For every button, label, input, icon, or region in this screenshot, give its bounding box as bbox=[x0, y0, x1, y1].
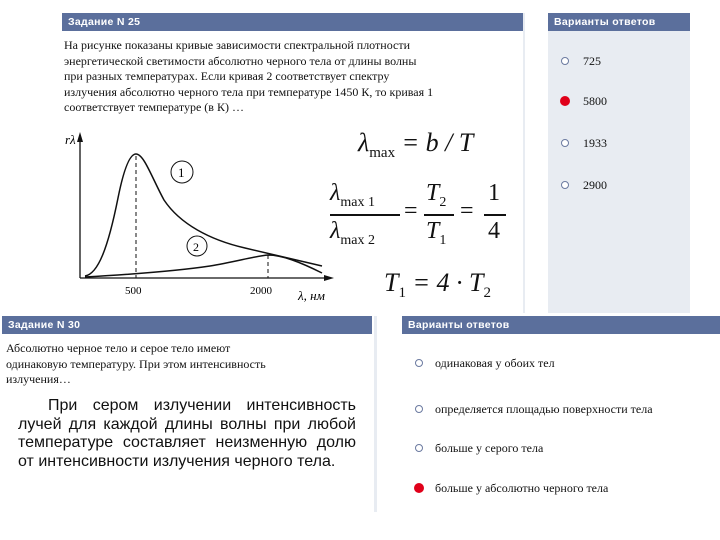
task-30-question-line: Абсолютно черное тело и серое тело имеют bbox=[6, 341, 231, 355]
task-25-option-4-label[interactable]: 2900 bbox=[583, 178, 607, 192]
wien-rhs: = b / T bbox=[401, 128, 474, 157]
x-tick-2000: 2000 bbox=[250, 285, 272, 297]
task-30-question-line: излучения… bbox=[6, 372, 71, 386]
y-axis-arrow bbox=[77, 132, 83, 142]
t-denominator bbox=[426, 218, 446, 249]
t-num-sub: 2 bbox=[439, 194, 447, 210]
task-30-divider bbox=[374, 316, 377, 512]
result-t1: T bbox=[384, 268, 399, 297]
t-num: T bbox=[426, 180, 440, 206]
task-30-option-1-radio[interactable] bbox=[415, 359, 423, 367]
curve-2 bbox=[85, 255, 322, 277]
x-axis-label: λ, нм bbox=[298, 288, 325, 303]
task-25-option-2-label[interactable]: 5800 bbox=[583, 94, 607, 108]
task-30-option-1-label[interactable]: одинаковая у обоих тел bbox=[435, 356, 555, 370]
ratio-num-sub: max 1 bbox=[340, 194, 376, 210]
t-numerator bbox=[426, 180, 446, 211]
ratio-den-sub: max 2 bbox=[340, 232, 376, 248]
task-30-question-line: одинаковую температуру. При этом интенсивность bbox=[6, 356, 266, 371]
task-25-option-2-radio-selected[interactable] bbox=[560, 96, 570, 106]
task-30-question bbox=[6, 341, 366, 388]
task-30-option-3-radio[interactable] bbox=[415, 444, 423, 452]
task-30-header-text: Задание N 30 bbox=[8, 319, 81, 331]
ratio-numerator bbox=[330, 180, 375, 211]
task-30-option-4-radio-selected[interactable] bbox=[414, 483, 424, 493]
wien-law bbox=[358, 128, 473, 162]
task-25-question-line: излучения абсолютно черного тела при температуре 1450 К, то кривая 1 bbox=[64, 84, 434, 99]
result-formula bbox=[384, 268, 491, 302]
task-30-header bbox=[2, 316, 372, 334]
x-tick-500: 500 bbox=[125, 285, 142, 297]
task-25-header bbox=[62, 13, 524, 31]
ratio-den-lambda: λ bbox=[330, 218, 341, 244]
task-25-answers-panel bbox=[548, 31, 690, 313]
task-25-question-line: соответствует температуре (в К) … bbox=[64, 100, 244, 114]
spectral-graph bbox=[60, 128, 350, 308]
ratio-fraction-bar bbox=[330, 214, 400, 216]
task-30-answers-header-text: Варианты ответов bbox=[408, 319, 510, 331]
task-30-answers-header bbox=[402, 316, 720, 334]
ratio-num-lambda: λ bbox=[330, 180, 341, 206]
ratio-equals-2: = bbox=[460, 198, 474, 224]
ratio-equals-1: = bbox=[404, 198, 418, 224]
result-t2-sub: 2 bbox=[483, 285, 491, 302]
task-25-option-3-label[interactable]: 1933 bbox=[583, 136, 607, 150]
t-den-sub: 1 bbox=[439, 232, 447, 248]
x-axis-arrow bbox=[324, 275, 334, 281]
ratio-denominator bbox=[330, 218, 375, 249]
frac-numerator: 1 bbox=[488, 180, 500, 206]
task-25-question-line: энергетической светимости абсолютно черного тела от длины волны bbox=[64, 53, 417, 68]
frac-denominator: 4 bbox=[488, 218, 500, 244]
task-25-option-1-label[interactable]: 725 bbox=[583, 54, 601, 68]
task-25-option-1-radio[interactable] bbox=[561, 57, 569, 65]
wien-sub: max bbox=[369, 145, 396, 162]
task-25-answers-header-text: Варианты ответов bbox=[554, 16, 656, 28]
result-mid: = 4 · T bbox=[412, 268, 484, 297]
curve-1-label: 1 bbox=[178, 165, 185, 180]
t-fraction-bar bbox=[424, 214, 454, 216]
curve-2-label: 2 bbox=[193, 240, 199, 254]
task-25-header-text: Задание N 25 bbox=[68, 16, 141, 28]
wien-lambda: λ bbox=[358, 128, 370, 157]
task-25-question-line: при разных температурах. Если кривая 2 соответствует спектру bbox=[64, 69, 390, 83]
result-t1-sub: 1 bbox=[398, 285, 406, 302]
task-30-option-2-radio[interactable] bbox=[415, 405, 423, 413]
t-den: T bbox=[426, 218, 440, 244]
task-25-question-line: На рисунке показаны кривые зависимости спектральной плотности bbox=[64, 38, 410, 52]
task-30-option-4-label[interactable]: больше у абсолютно черного тела bbox=[435, 481, 609, 495]
y-axis-label: rλ bbox=[65, 132, 76, 147]
task-30-option-2-label[interactable]: определяется площадью поверхности тела bbox=[435, 402, 653, 416]
frac-bar bbox=[484, 214, 506, 216]
task-25-answers-header bbox=[548, 13, 690, 31]
ratio-formula bbox=[330, 180, 530, 256]
task-30-option-3-label[interactable]: больше у серого тела bbox=[435, 441, 544, 455]
task-25-option-3-radio[interactable] bbox=[561, 139, 569, 147]
task-25-option-4-radio[interactable] bbox=[561, 181, 569, 189]
task-30-explanation: При сером излучении интенсивность лучей для каждой длины волны при любой температуре составляет неизменную долю от интенсивности излучения черного тела. bbox=[18, 397, 356, 470]
task-25-question bbox=[64, 38, 524, 116]
